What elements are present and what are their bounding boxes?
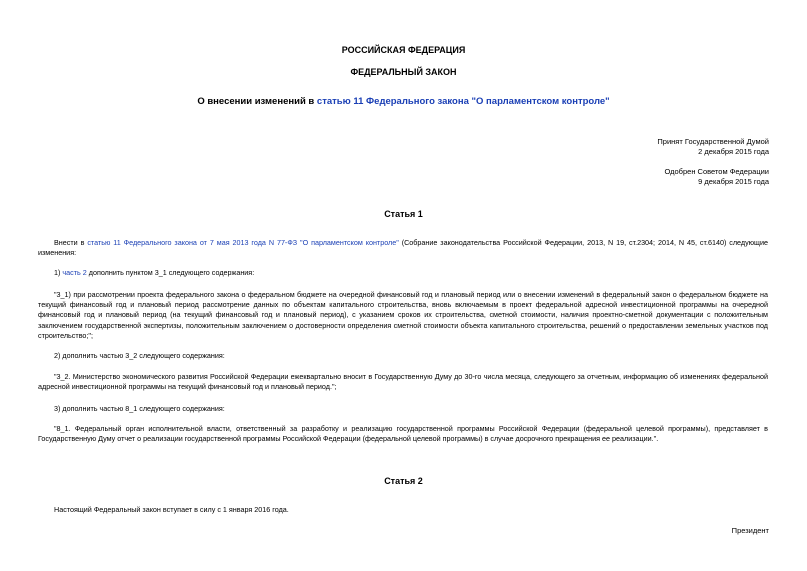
approved-label: Одобрен Советом Федерации — [664, 167, 769, 176]
article-2-heading: Статья 2 — [384, 476, 423, 486]
adopted-label: Принят Государственной Думой — [657, 137, 769, 146]
item-1-quote: "3_1) при рассмотрении проекта федерального закона о федеральном бюджете на очередной финансовый год и плановый период или о внесении изменений в федеральный закон о федеральном бюджете на текущий финансовый год и плановый период рассмотрение данных по объектам капитального строительства, вновь включаемым в проект федеральной адресной инвестиционной программы на очередной финансовый год и плановый период (на текущий финансовый год и плановый период), с указанием сроков их строительства, сметной стоимости, наличия проектно-сметной документации с положительным заключением государственной экспертизы, положительным заключением о достоверности определения сметной стоимости объекта капитального строительства, решений о предоставлении земельных участков под строительство;"; — [38, 290, 768, 340]
intro-tail: (Собрание законодательства Российской Федерации, 2013, N 19, ст.2304; 2014, N 45, ст.6140) следующие изменения: — [38, 238, 768, 258]
approved-date: 9 декабря 2015 года — [698, 177, 769, 186]
law-title — [0, 96, 807, 107]
article-1-intro — [38, 238, 768, 258]
country-heading: РОССИЙСКАЯ ФЕДЕРАЦИЯ — [341, 45, 466, 55]
intro-text: Внести в — [54, 238, 88, 247]
item-3-quote: "8_1. Федеральный орган исполнительной власти, ответственный за разработку и реализацию государственной программы Российской Федерации (федеральной целевой программы), представляет в Государственную Думу отчет о реализации государственной программы Российской Федерации (федеральной целевой программы) в случае досрочного прекращения ее реализации.". — [38, 424, 768, 444]
item-1-prefix: 1) — [54, 268, 63, 277]
law-title-text: О внесении изменений в — [197, 96, 317, 107]
item-1-link[interactable]: часть 2 — [62, 268, 87, 277]
article-1-heading: Статья 1 — [384, 209, 423, 219]
item-2-quote: "3_2. Министерство экономического развития Российской Федерации ежеквартально вносит в Государственную Думу до 30-го числа месяца, следующего за отчетным, информацию об изменениях федеральной адресной инвестиционной программы на текущий финансовый год и плановый период."; — [38, 372, 768, 392]
article-2-text: Настоящий Федеральный закон вступает в силу с 1 января 2016 года. — [54, 505, 289, 514]
document-type-heading: ФЕДЕРАЛЬНЫЙ ЗАКОН — [350, 67, 457, 77]
item-3: 3) дополнить частью 8_1 следующего содержания: — [54, 404, 225, 413]
item-1-text: дополнить пунктом 3_1 следующего содержания: — [86, 268, 255, 277]
item-1 — [38, 268, 768, 278]
intro-link[interactable]: статью 11 Федерального закона от 7 мая 2013 года N 77-ФЗ "О парламентском контроле" — [87, 238, 399, 247]
president-signature: Президент — [731, 526, 769, 535]
law-title-link[interactable]: статью 11 Федерального закона "О парламентском контроле" — [316, 96, 610, 107]
approval-block — [664, 167, 769, 187]
adoption-block — [657, 137, 769, 157]
adopted-date: 2 декабря 2015 года — [698, 147, 769, 156]
item-2: 2) дополнить частью 3_2 следующего содержания: — [54, 351, 225, 360]
